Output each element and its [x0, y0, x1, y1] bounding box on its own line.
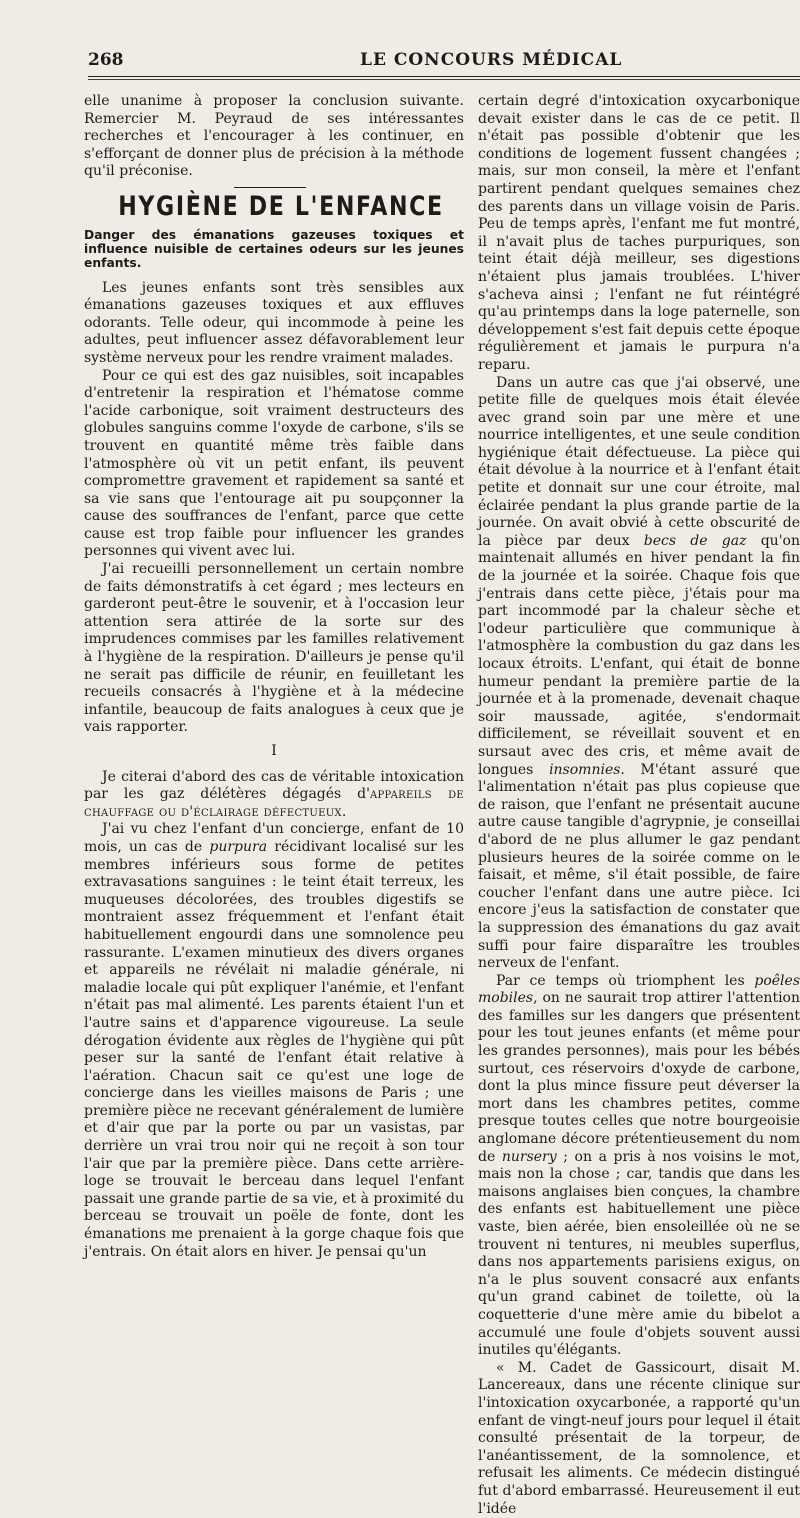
paragraph: Pour ce qui est des gaz nuisibles, soit incapables d'entretenir la respiration et l'hématose comme l'acide carbonique, soit vraiment destructeurs des globules sanguins comme l'oxyde de carbone, s'ils se trouvent en quantité même très faible dans l'atmosphère où vit un petit enfant, ils peuvent compromettre gravement et rapidement sa santé et sa vie sans que l'entourage ait pu soupçonner la cause des souffrances de l'enfant, parce que cette cause est trop faible pour influencer les grandes personnes qui vivent avec lui.: [84, 367, 464, 560]
paragraph: Les jeunes enfants sont très sensibles aux émanations gazeuses toxiques et aux effluves odorants. Telle odeur, qui incommode à peine les adultes, peut influencer assez défavorablement leur système nerveux pour les rendre vraiment malades.: [84, 279, 464, 366]
paragraph: « M. Cadet de Gassicourt, disait M. Lancereaux, dans une récente clinique sur l'intoxication oxycarbonée, a rapporté qu'un enfant de vingt-neuf jours pour lequel il était consulté présentait de la torpeur, de l'anéantissement, de la somnolence, et refusait les aliments. Ce médecin distingué fut d'abord embarrassé. Heureusement il eut l'idée: [478, 1359, 800, 1517]
paragraph: certain degré d'intoxication oxycarbonique devait exister dans le cas de ce petit. Il n'était pas possible d'obtenir que les conditions de logement fussent changées ; mais, sur mon conseil, la mère et l'enfant partirent pendant quelques semaines chez des parents dans un village voisin de Paris. Peu de temps après, l'enfant me fut montré, il n'avait plus de taches purpuriques, son teint était déjà meilleur, ses digestions n'étaient plus jamais troublées. L'hiver s'acheva ainsi ; l'enfant ne fut réintégré qu'au printemps dans la loge paternelle, son développement s'est fait depuis cette époque régulièrement et jamais le purpura n'a reparu.: [478, 93, 800, 373]
paragraph-text: récidivant localisé sur les membres inférieurs sous forme de petites extravasations sanguines : le teint était terreux, les muqueuses décolorées, des troubles digestifs se montraient assez fréquemment et l'enfant était habituellement engourdi dans une somnolence peu rassurante. L'examen minutieux des divers organes et appareils ne révélait ni maladie générale, ni maladie locale qui pût expliquer l'anémie, et l'enfant n'était pas mal alimenté. Les parents étaient l'un et l'autre sains et d'apparence vigoureuse. La seule dérogation évidente aux règles de l'hygiène qui pût peser sur la santé de l'enfant était relative à l'aération. Chacun sait ce qu'est une loge de concierge dans les vieilles maisons de Paris ; une première pièce ne recevant généralement de lumière et d'air que par la porte ou par un vasistas, par derrière un vrai trou noir qui ne reçoit à son tour l'air que par la première pièce. Dans cette arrière-loge se trouvait le berceau dans lequel l'enfant passait une grande partie de sa vie, et à proximité du berceau se trouvait un poële de fonte, dont les émanations me prenaient à la gorge chaque fois que j'entrais. On était alors en hiver. Je pensai qu'un: [84, 838, 464, 1260]
paragraph-text: . M'étant assuré que l'alimentation n'était pas plus copieuse que de raison, que l'enfant ne présentait aucune autre cause tangible d'agrypnie, je conseillai d'abord de ne plus allumer le gaz pendant plusieurs heures de la soirée comme on le faisait, et même, s'il était possible, de faire coucher l'enfant dans une autre pièce. Ici encore j'eus la satisfaction de constater que la suppression des émanations du gaz avait suffi pour faire disparaître les troubles nerveux de l'enfant.: [478, 761, 800, 972]
paragraph-text: , on ne saurait trop attirer l'attention des familles sur les dangers que présentent pour les tout jeunes enfants (et même pour les grandes personnes), mais pour les bébés surtout, ces réservoirs d'oxyde de carbone, dont la plus mince fissure peut déverser la mort dans les chambres petites, comme presque toutes celles que notre bourgeoisie anglomane décore prétentieusement du nom de: [478, 990, 800, 1165]
paragraph-text: Dans un autre cas que j'ai observé, une petite fille de quelques mois était élevée avec grand soin par une mère et une nourrice intelligentes, et une seule condition hygiénique était défectueuse. La pièce qui était dévolue à la nourrice et à l'enfant était petite et donnait sur une cour étroite, mal éclairée pendant la plus grande partie de la journée. On avait obvié à cette obscurité de la pièce par deux: [478, 374, 800, 549]
page-number: 268: [88, 50, 124, 70]
section-subheading: Danger des émanations gazeuses toxiques et influence nuisible de certaines odeurs sur les jeunes enfants.: [84, 227, 464, 270]
right-column: [478, 93, 800, 1518]
italic-term: becs de gaz: [643, 532, 747, 549]
italic-term: poêles mobiles: [478, 972, 800, 1007]
section-title: HYGIÈNE DE L'ENFANCE: [118, 190, 444, 222]
smallcaps-text: appareils de chauffage ou d'éclairage défectueux.: [84, 786, 465, 820]
subsection-numeral: I: [271, 743, 277, 759]
italic-term: nursery: [501, 1148, 557, 1165]
paragraph: [84, 769, 464, 822]
paragraph: J'ai recueilli personnellement un certain nombre de faits démonstratifs à cet égard ; mes lecteurs en garderont peut-être le souvenir, et à l'occasion leur attention sera attirée de la sorte sur des imprudences commises par les familles relativement à l'hygiène de la respiration. D'ailleurs je pense qu'il ne serait pas difficile de réunir, en feuilletant les recueils consacrés à l'hygiène et à la médecine infantile, beaucoup de faits analogues à ceux que je vais rapporter.: [84, 561, 464, 736]
continued-paragraph: elle unanime à proposer la conclusion suivante. Remercier M. Peyraud de ses intéressantes recherches et l'encourager à les continuer, en s'efforçant de donner plus de précision à la méthode qu'il préconise.: [84, 93, 464, 180]
page-header: [88, 50, 800, 74]
left-column: [84, 93, 464, 1261]
paragraph-text: Je citerai d'abord des cas de véritable intoxication par les gaz délétères dégagés d': [84, 768, 464, 803]
paragraph-text: Par ce temps où triomphent les: [496, 972, 755, 989]
running-title: LE CONCOURS MÉDICAL: [360, 50, 623, 70]
header-rule-thin: [88, 79, 800, 80]
paragraph: [84, 821, 464, 1261]
italic-term: insomnies: [549, 761, 621, 778]
section-divider: [234, 187, 306, 188]
paragraph-text: J'ai vu chez l'enfant d'un concierge, enfant de 10 mois, un cas de: [84, 821, 464, 855]
paragraph-text: ; on a pris à nos voisins le mot, mais non la chose ; car, tandis que dans les maisons anglaises bien conçues, la chambre des enfants est habituellement une pièce vaste, bien aérée, bien ensoleillée où ne se trouvent ni tentures, ni meubles superflus, dans nos appartements parisiens exigus, on n'a le plus souvent consacré aux enfants qu'un grand cabinet de toilette, où la coquetterie d'une mère amie du bibelot a accumulé une foule d'objets souvent aussi inutiles qu'élégants.: [478, 1148, 800, 1359]
paragraph: [478, 375, 800, 973]
header-rule: [88, 76, 800, 77]
paragraph-text: qu'on maintenait allumés en hiver pendant la fin de la journée et la soirée. Chaque fois que j'entrais dans cette pièce, j'étais pour ma part incommodé par la chaleur sèche et l'odeur particulière que communique à l'atmosphère la combustion du gaz dans les locaux étroits. L'enfant, qui était de bonne humeur pendant la première partie de la journée et à la promenade, devenait chaque soir maussade, agitée, s'endormait difficilement, se réveillait souvent et en sursaut avec des cris, et même avait de longues: [478, 532, 800, 778]
paragraph: [478, 973, 800, 1360]
italic-term: purpura: [209, 838, 268, 855]
